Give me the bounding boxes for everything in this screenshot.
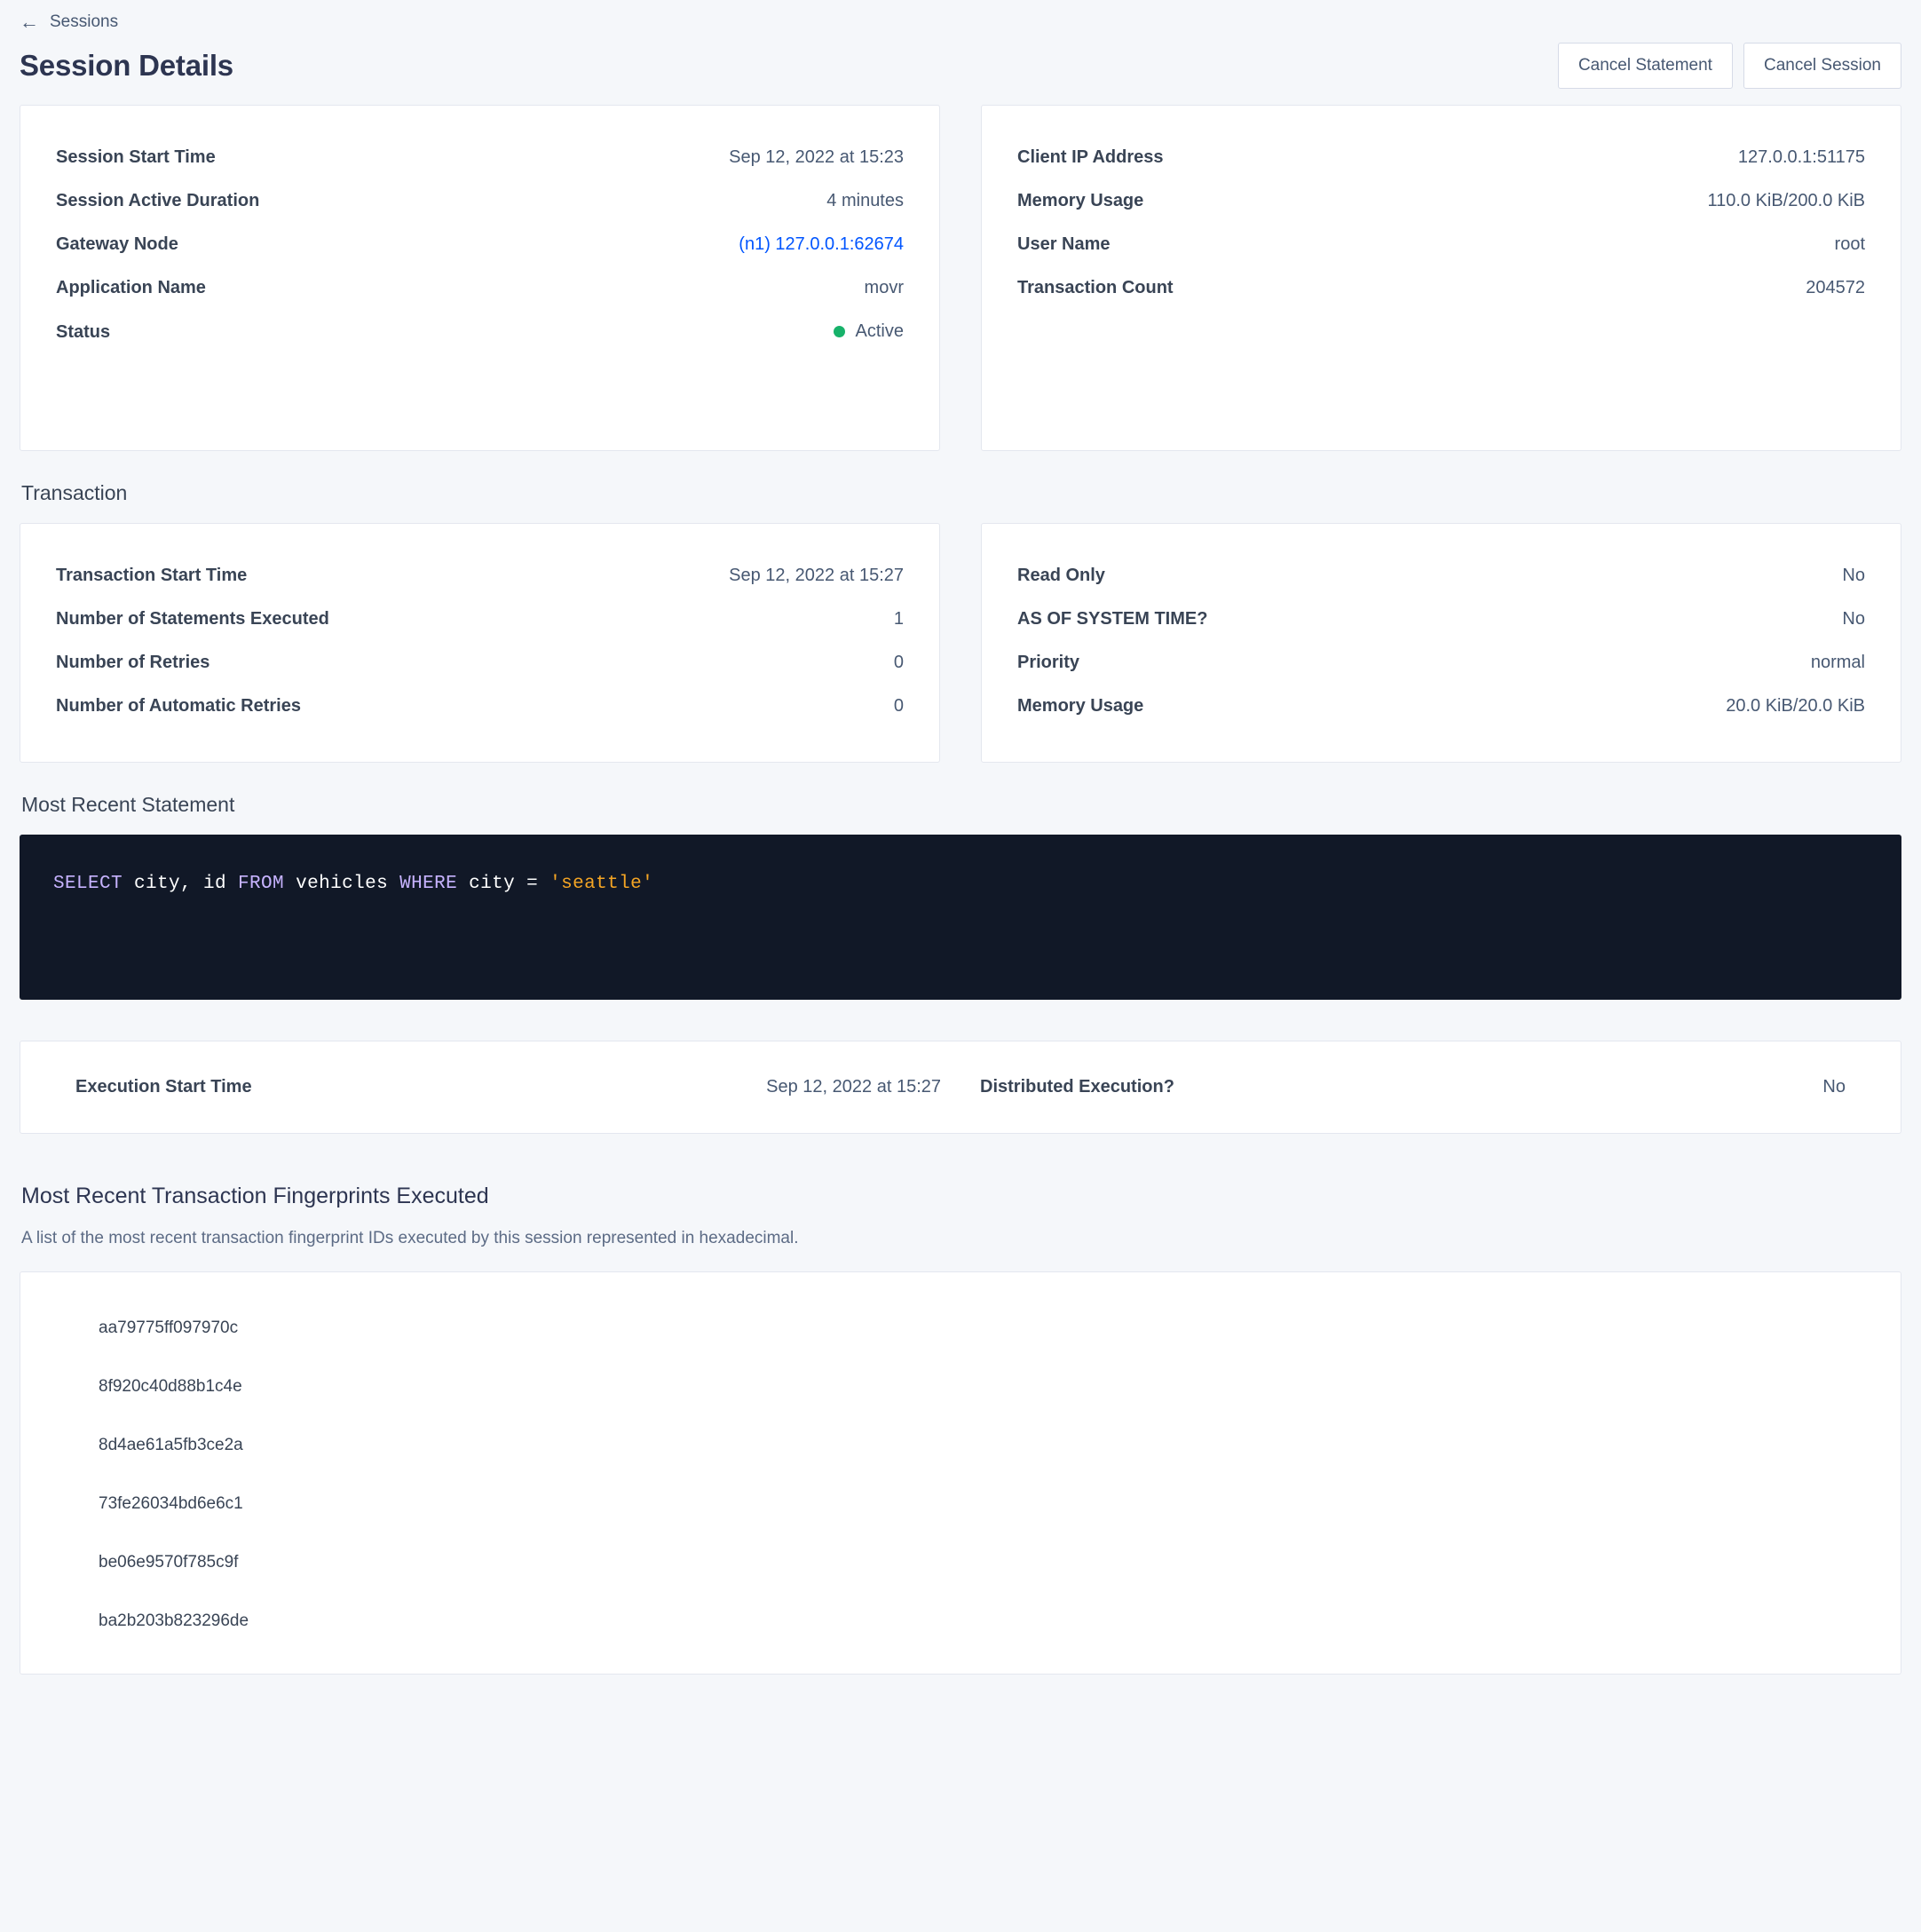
session-start-time-value: Sep 12, 2022 at 15:23 [729,147,904,167]
sql-predicate: city = [457,874,550,894]
transaction-properties-card [981,523,1901,763]
sql-keyword-select: SELECT [53,874,123,894]
transaction-start-time-row [56,554,904,598]
automatic-retries-label: Number of Automatic Retries [56,696,301,716]
transaction-memory-usage-label: Memory Usage [1017,696,1144,716]
read-only-label: Read Only [1017,566,1105,585]
statement-section-label: Most Recent Statement [21,793,235,816]
gateway-node-row [56,223,904,266]
header-actions [1558,43,1901,89]
statements-executed-value: 1 [893,609,904,629]
sql-keyword-where: WHERE [399,874,458,894]
application-name-value: movr [864,278,904,297]
retries-row [56,641,904,685]
sql-columns: city, id [123,874,239,894]
user-name-row [1017,223,1865,266]
execution-card [20,1041,1901,1134]
transaction-count-value: 204572 [1806,278,1865,297]
execution-start-time-value: Sep 12, 2022 at 15:27 [766,1077,941,1097]
client-ip-value: 127.0.0.1:51175 [1737,147,1865,167]
transaction-start-time-label: Transaction Start Time [56,566,248,585]
client-ip-row [1017,136,1865,179]
execution-start-time-label: Execution Start Time [75,1077,252,1097]
sql-string-literal: 'seattle' [549,874,654,894]
transaction-grid [20,523,1901,763]
session-memory-usage-label: Memory Usage [1017,191,1144,210]
read-only-row [1017,554,1865,598]
fingerprints-list [20,1271,1901,1675]
list-item: ba2b203b823296de [99,1611,249,1630]
sql-keyword-from: FROM [238,874,285,894]
priority-row [1017,641,1865,685]
gateway-node-label: Gateway Node [56,234,178,254]
list-item: be06e9570f785c9f [99,1553,239,1572]
status-dot-icon [834,326,845,337]
status-value: Active [855,321,904,341]
priority-label: Priority [1017,653,1080,672]
fingerprints-description: A list of the most recent transaction fingerprint IDs executed by this session represented in hexadecimal. [21,1229,799,1247]
session-summary-grid [20,105,1901,451]
transaction-start-time-value: Sep 12, 2022 at 15:27 [729,566,904,585]
retries-label: Number of Retries [56,653,210,672]
session-active-duration-row [56,179,904,223]
client-info-card [981,105,1901,451]
session-active-duration-value: 4 minutes [826,191,904,210]
transaction-info-card [20,523,940,763]
list-item: 8f920c40d88b1c4e [99,1377,242,1396]
session-memory-usage-value: 110.0 KiB/200.0 KiB [1707,191,1865,210]
transaction-count-row [1017,266,1865,310]
client-ip-label: Client IP Address [1017,147,1164,167]
retries-value: 0 [893,653,904,672]
status-row [56,310,904,354]
cancel-statement-button[interactable]: Cancel Statement [1558,43,1733,89]
session-info-card [20,105,940,451]
as-of-system-time-row [1017,598,1865,641]
status-label: Status [56,321,111,342]
as-of-system-time-label: AS OF SYSTEM TIME? [1017,609,1208,629]
list-item: aa79775ff097970c [99,1318,239,1337]
fingerprints-title: Most Recent Transaction Fingerprints Executed [21,1184,489,1208]
as-of-system-time-value: No [1842,609,1865,629]
automatic-retries-value: 0 [893,696,904,716]
user-name-label: User Name [1017,234,1111,254]
execution-start-time-row [56,1077,960,1097]
transaction-count-label: Transaction Count [1017,278,1174,297]
transaction-memory-usage-row [1017,685,1865,728]
status-badge [834,321,904,343]
session-start-time-label: Session Start Time [56,147,216,167]
user-name-value: root [1834,234,1865,254]
transaction-section-label: Transaction [21,481,128,504]
session-start-time-row [56,136,904,179]
automatic-retries-row [56,685,904,728]
gateway-node-link[interactable]: (n1) 127.0.0.1:62674 [739,234,904,254]
application-name-row [56,266,904,310]
statements-executed-label: Number of Statements Executed [56,609,329,629]
page-title: Session Details [20,49,233,82]
transaction-memory-usage-value: 20.0 KiB/20.0 KiB [1726,696,1865,716]
priority-value: normal [1810,653,1865,672]
most-recent-statement-code [20,835,1901,1000]
breadcrumb[interactable] [20,0,1901,36]
application-name-label: Application Name [56,278,206,297]
breadcrumb-sessions-link[interactable]: Sessions [50,12,119,31]
distributed-execution-label: Distributed Execution? [980,1077,1174,1097]
session-active-duration-label: Session Active Duration [56,191,260,210]
statements-executed-row [56,598,904,641]
page-header [20,36,1901,105]
arrow-left-icon: ← [20,11,39,33]
distributed-execution-value: No [1822,1077,1846,1097]
list-item: 73fe26034bd6e6c1 [99,1494,243,1513]
cancel-session-button[interactable]: Cancel Session [1743,43,1901,89]
distributed-execution-row [960,1077,1865,1097]
read-only-value: No [1842,566,1865,585]
session-memory-usage-row [1017,179,1865,223]
sql-table: vehicles [284,874,400,894]
list-item: 8d4ae61a5fb3ce2a [99,1436,243,1454]
